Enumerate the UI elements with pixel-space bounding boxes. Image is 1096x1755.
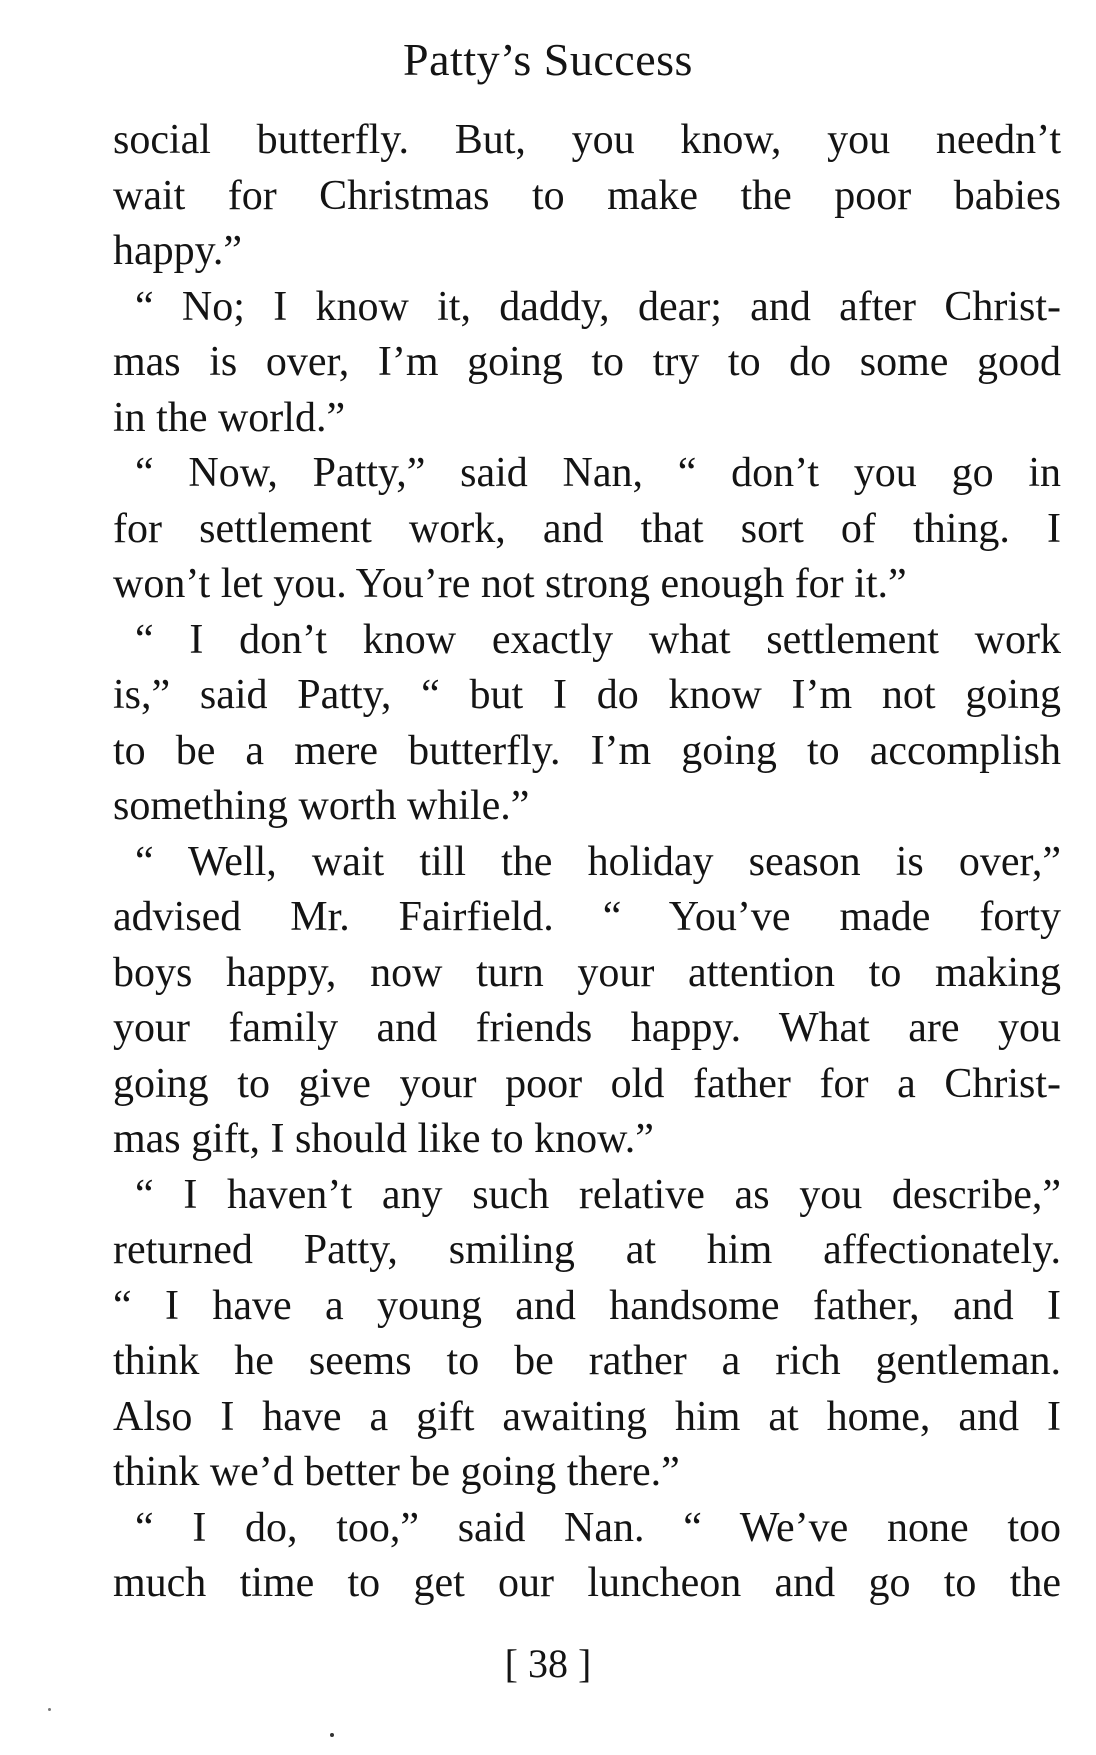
body-text: [113, 113, 1061, 1612]
page-number: [ 38 ]: [504, 1641, 592, 1686]
text-line: “ I have a young and handsome father, and I: [113, 1282, 1061, 1329]
text-line: “ I don’t know exactly what settlement work: [135, 616, 1061, 663]
text-line: boys happy, now turn your attention to making: [113, 949, 1061, 996]
text-line: mas gift, I should like to know.”: [113, 1116, 654, 1162]
running-head: Patty’s Success: [403, 34, 693, 85]
text-line: is,” said Patty, “ but I do know I’m not going: [113, 672, 1061, 718]
text-line: advised Mr. Fairfield. “ You’ve made forty: [113, 894, 1061, 940]
speck-mark: [48, 1708, 51, 1711]
text-line: “ Now, Patty,” said Nan, “ don’t you go in: [135, 450, 1061, 496]
text-line: happy.”: [113, 228, 243, 274]
text-line: much time to get our luncheon and go to the: [113, 1560, 1061, 1606]
text-line: “ I do, too,” said Nan. “ We’ve none too: [135, 1504, 1061, 1551]
text-line: to be a mere butterfly. I’m going to accomplish: [113, 727, 1061, 774]
text-line: think he seems to be rather a rich gentleman.: [113, 1338, 1061, 1384]
text-line: Also I have a gift awaiting him at home, and I: [113, 1393, 1061, 1440]
text-line: for settlement work, and that sort of thing. I: [113, 505, 1061, 552]
text-line: wait for Christmas to make the poor babies: [113, 172, 1061, 219]
text-line: “ No; I know it, daddy, dear; and after Christ-: [135, 283, 1061, 330]
text-line: think we’d better be going there.”: [113, 1449, 680, 1495]
text-line: returned Patty, smiling at him affectionately.: [113, 1227, 1061, 1273]
text-line: mas is over, I’m going to try to do some good: [113, 339, 1061, 385]
speck-mark: [330, 1733, 334, 1737]
text-line: going to give your poor old father for a Christ-: [113, 1060, 1061, 1107]
text-line: “ I haven’t any such relative as you describe,”: [135, 1171, 1061, 1218]
text-line: won’t let you. You’re not strong enough for it.”: [113, 561, 907, 607]
text-line: something worth while.”: [113, 783, 530, 829]
text-line: in the world.”: [113, 394, 346, 441]
text-line: your family and friends happy. What are you: [113, 1005, 1061, 1051]
text-line: social butterfly. But, you know, you needn’t: [113, 117, 1061, 163]
text-line: “ Well, wait till the holiday season is over,”: [135, 838, 1061, 885]
